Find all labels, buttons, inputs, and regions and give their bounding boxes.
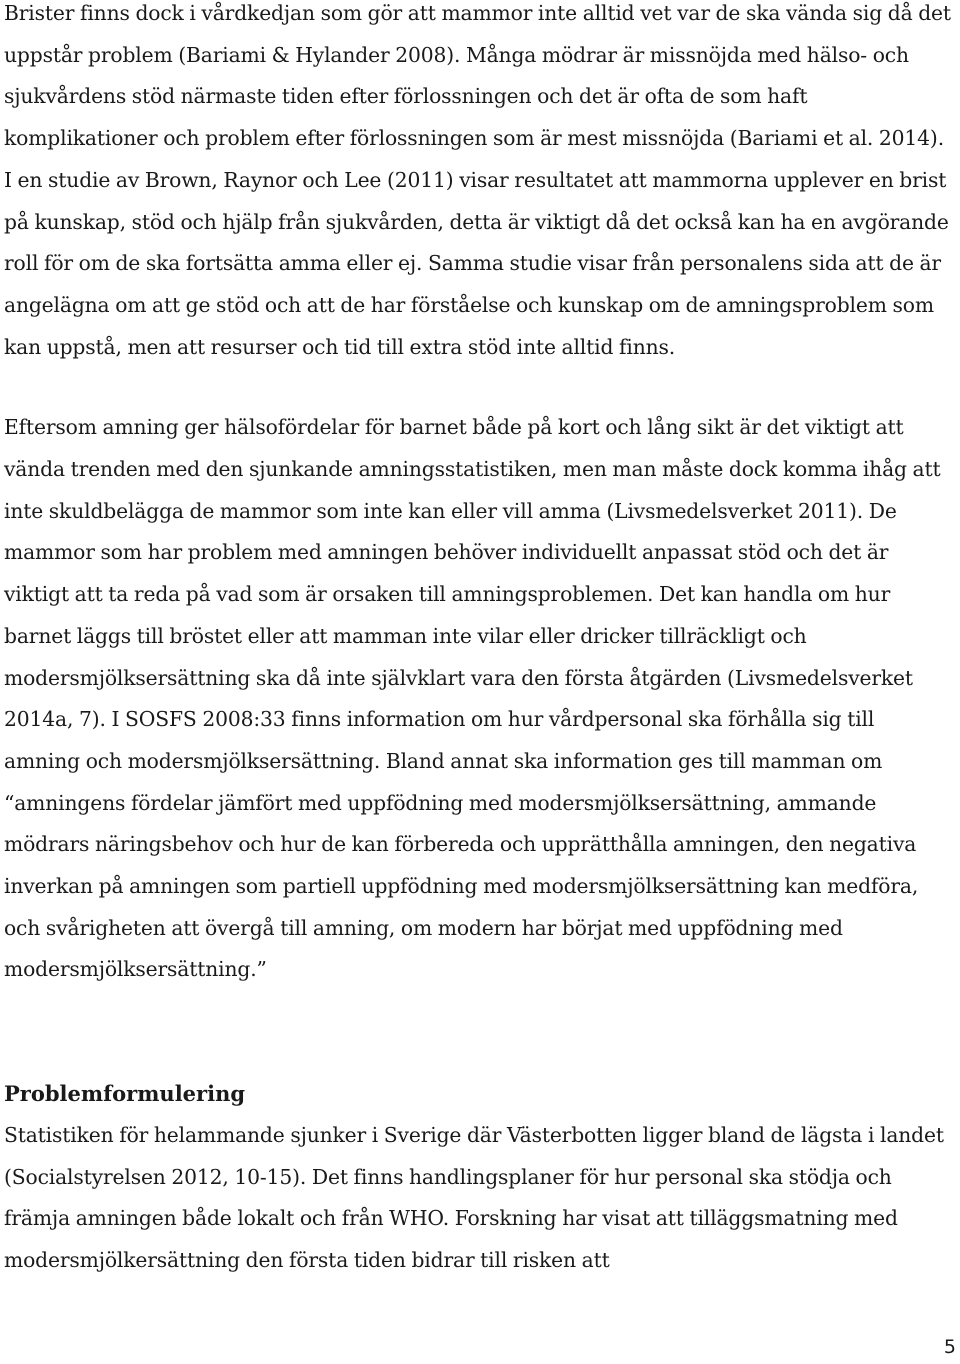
page-number: 5: [943, 1336, 956, 1358]
body-paragraph-1: Brister finns dock i vårdkedjan som gör att mammor inte alltid vet var de ska vända sig då det uppstår problem (Bariami & Hylander 2008). Många mödrar är missnöjda med hälso- och sjukvårdens stöd närmaste tiden efter förlossningen och det är ofta de som haft komplikationer och problem efter förlossningen som är mest missnöjda (Bariami et al. 2014). I en studie av Brown, Raynor och Lee (2011) visar resultatet att mammorna upplever en brist på kunskap, stöd och hjälp från sjukvården, detta är viktigt då det också kan ha en avgörande roll för om de ska fortsätta amma eller ej. Samma studie visar från personalens sida att de är angelägna om att ge stöd och att de har förståelse och kunskap om de amningsproblem som kan uppstå, men att resurser och tid till extra stöd inte alltid finns.: [4, 1, 951, 359]
body-paragraph-3: Statistiken för helammande sjunker i Sverige där Västerbotten ligger bland de lägsta i landet (Socialstyrelsen 2012, 10-15). Det finns handlingsplaner för hur personal ska stödja och främja amningen både lokalt och från WHO. Forskning har visat att tilläggsmatning med modersmjölkersättning den första tiden bidrar till risken att: [4, 1122, 944, 1272]
document-page: [4, 0, 954, 1282]
section-heading: Problemformulering: [4, 1081, 246, 1107]
body-paragraph-2: Eftersom amning ger hälsofördelar för barnet både på kort och lång sikt är det viktigt att vända trenden med den sjunkande amningsstatistiken, men man måste dock komma ihåg att inte skuldbelägga de mammor som inte kan eller vill amma (Livsmedelsverket 2011). De mammor som har problem med amningen behöver individuellt anpassat stöd och det är viktigt att ta reda på vad som är orsaken till amningsproblemen. Det kan handla om hur barnet läggs till bröstet eller att mamman inte vilar eller dricker tillräckligt och modersmjölksersättning ska då inte självklart vara den första åtgärden (Livsmedelsverket 2014a, 7). I SOSFS 2008:33 finns information om hur vårdpersonal ska förhålla sig till amning och modersmjölksersättning. Bland annat ska information ges till mamman om “amningens fördelar jämfört med uppfödning med modersmjölksersättning, ammande mödrars näringsbehov och hur de kan förbereda och upprätthålla amningen, den negativa inverkan på amningen som partiell uppfödning med modersmjölksersättning kan medföra, och svårigheten att övergå till amning, om modern har börjat med uppfödning med modersmjölksersättning.”: [4, 415, 941, 982]
